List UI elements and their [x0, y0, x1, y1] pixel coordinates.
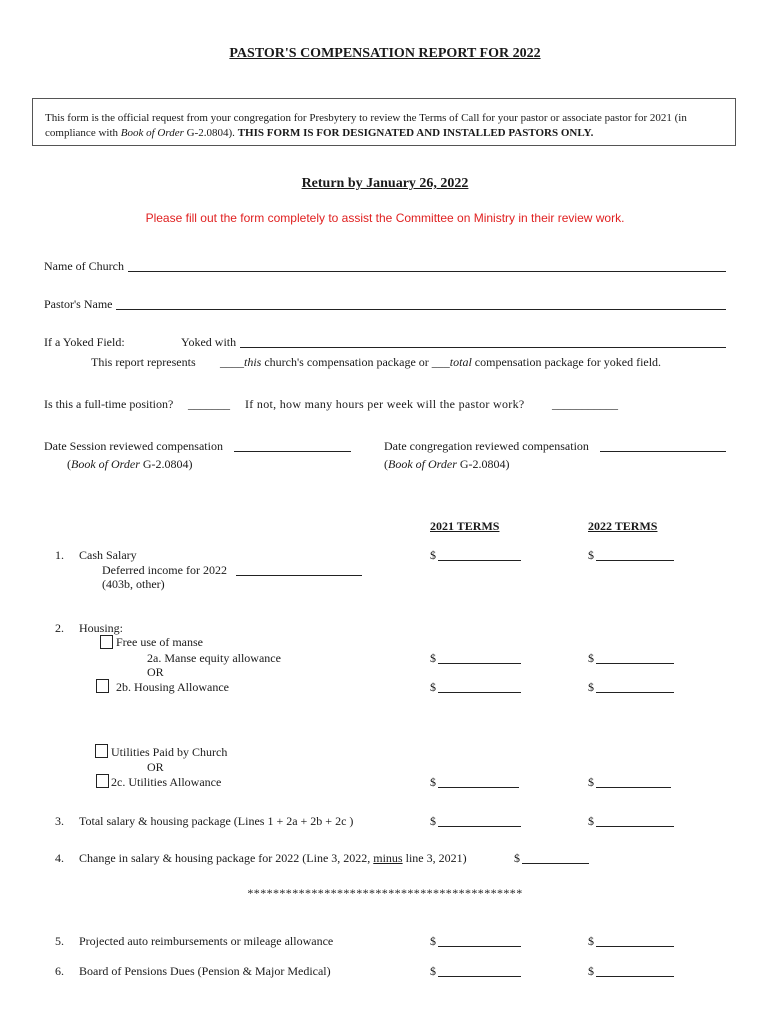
utilities-paid-checkbox[interactable]: [95, 744, 108, 758]
pastor-name-label: Pastor's Name: [44, 297, 113, 311]
church-name-field[interactable]: [128, 271, 726, 272]
session-reviewed-label: Date Session reviewed compensation: [44, 439, 223, 453]
session-reviewed-field[interactable]: [234, 451, 351, 452]
hours-question-label: If not, how many hours per week will the pastor work?: [245, 397, 525, 411]
pensions-2022-dollar: $: [588, 964, 594, 978]
column-header-2021: 2021 TERMS: [430, 519, 500, 533]
item-number-3: 3.: [55, 814, 64, 828]
auto-2021-field[interactable]: [438, 946, 521, 947]
change-text-a: Change in salary & housing package for 2022 (Line 3, 2022,: [79, 851, 374, 865]
notice-bold: THIS FORM IS FOR DESIGNATED AND INSTALLED PASTORS ONLY.: [237, 127, 594, 139]
total-2022-field[interactable]: [596, 826, 674, 827]
utilities-or-label: OR: [147, 760, 164, 774]
yoked-field-label: If a Yoked Field:: [44, 335, 125, 349]
utilities-2021-field[interactable]: [438, 787, 519, 788]
manse-label: Free use of manse: [116, 635, 203, 649]
housing-or-label: OR: [147, 665, 164, 679]
utilities-2022-dollar: $: [588, 775, 594, 789]
manse-checkbox[interactable]: [100, 635, 113, 649]
housing-allowance-2022-field[interactable]: [596, 692, 674, 693]
cash-salary-2021-field[interactable]: [438, 560, 521, 561]
congregation-book-italic: Book of Order: [388, 457, 457, 471]
item-number-1: 1.: [55, 548, 64, 562]
congregation-reviewed-label: Date congregation reviewed compensation: [384, 439, 589, 453]
change-text-b: line 3, 2021): [402, 851, 467, 865]
auto-reimbursement-label: Projected auto reimbursements or mileage allowance: [79, 934, 334, 948]
report-represents-label: This report represents: [91, 355, 196, 369]
manse-equity-2021-field[interactable]: [438, 663, 521, 664]
package-choice-text: [220, 355, 661, 370]
total-word: total: [449, 355, 472, 369]
cash-salary-2022-field[interactable]: [596, 560, 674, 561]
housing-label: Housing:: [79, 621, 124, 635]
deferred-income-field[interactable]: [236, 575, 362, 576]
auto-2021-dollar: $: [430, 934, 436, 948]
church-name-label: Name of Church: [44, 259, 124, 273]
change-dollar: $: [514, 851, 520, 865]
item-number-5: 5.: [55, 934, 64, 948]
deferred-income-label: Deferred income for 2022: [102, 563, 227, 577]
congregation-reviewed-field[interactable]: [600, 451, 726, 452]
this-blank[interactable]: ____: [220, 355, 244, 369]
utilities-2022-field[interactable]: [596, 787, 671, 788]
pensions-2022-field[interactable]: [596, 976, 674, 977]
notice-book: Book of Order: [120, 127, 184, 139]
housing-allowance-label: 2b. Housing Allowance: [116, 680, 229, 694]
housing-allowance-2022-dollar: $: [588, 680, 594, 694]
utilities-paid-label: Utilities Paid by Church: [111, 745, 228, 759]
pastor-name-field[interactable]: [116, 309, 726, 310]
notice-box: [32, 98, 736, 146]
total-2021-dollar: $: [430, 814, 436, 828]
session-book-close: G-2.0804): [139, 457, 193, 471]
total-blank[interactable]: ___: [431, 355, 450, 369]
yoked-with-field[interactable]: [240, 347, 726, 348]
cash-salary-label: Cash Salary: [79, 548, 137, 562]
this-text: church's compensation package or: [261, 355, 432, 369]
yoked-with-label: Yoked with: [181, 335, 237, 349]
change-field[interactable]: [522, 863, 589, 864]
auto-2022-field[interactable]: [596, 946, 674, 947]
return-by-heading: Return by January 26, 2022: [301, 176, 469, 191]
notice-text-a: This form is the official request from your congregation for Presbytery to review the Terms of Call for your pastor or associate pastor for 2021 (in compliance with: [45, 112, 687, 139]
congregation-book-open: (: [384, 457, 388, 471]
total-2022-dollar: $: [588, 814, 594, 828]
full-time-label: Is this a full-time position?: [44, 397, 174, 411]
session-book-ref: [67, 457, 193, 472]
change-minus: minus: [373, 851, 403, 865]
item-number-4: 4.: [55, 851, 64, 865]
total-package-label: Total salary & housing package (Lines 1 + 2a + 2b + 2c ): [79, 814, 354, 828]
item-number-6: 6.: [55, 964, 64, 978]
utilities-allowance-label: 2c. Utilities Allowance: [111, 775, 222, 789]
housing-allowance-2021-dollar: $: [430, 680, 436, 694]
total-2021-field[interactable]: [438, 826, 521, 827]
pensions-2021-dollar: $: [430, 964, 436, 978]
item-number-2: 2.: [55, 621, 64, 635]
full-time-field[interactable]: _______: [188, 397, 230, 411]
auto-2022-dollar: $: [588, 934, 594, 948]
section-separator: *******************************************: [247, 886, 523, 900]
congregation-book-close: G-2.0804): [456, 457, 510, 471]
housing-allowance-checkbox[interactable]: [96, 679, 109, 693]
pensions-2021-field[interactable]: [438, 976, 521, 977]
manse-equity-label: 2a. Manse equity allowance: [147, 651, 281, 665]
session-book-open: (: [67, 457, 71, 471]
congregation-book-ref: [384, 457, 510, 472]
hours-field[interactable]: ___________: [552, 397, 618, 411]
utilities-2021-dollar: $: [430, 775, 436, 789]
utilities-allowance-checkbox[interactable]: [96, 774, 109, 788]
housing-allowance-2021-field[interactable]: [438, 692, 521, 693]
manse-equity-2022-field[interactable]: [596, 663, 674, 664]
this-word: this: [244, 355, 262, 369]
pensions-label: Board of Pensions Dues (Pension & Major Medical): [79, 964, 331, 978]
manse-equity-2021-dollar: $: [430, 651, 436, 665]
column-header-2022: 2022 TERMS: [588, 519, 658, 533]
total-text: compensation package for yoked field.: [471, 355, 662, 369]
manse-equity-2022-dollar: $: [588, 651, 594, 665]
deferred-income-sub: (403b, other): [102, 577, 165, 591]
session-book-italic: Book of Order: [71, 457, 140, 471]
notice-text-b: G-2.0804).: [183, 127, 238, 139]
change-package-label: [79, 851, 467, 866]
instruction-text: Please fill out the form completely to assist the Committee on Ministry in their review work.: [145, 211, 625, 225]
page-title: PASTOR'S COMPENSATION REPORT FOR 2022: [229, 46, 541, 61]
cash-salary-2021-dollar: $: [430, 548, 436, 562]
cash-salary-2022-dollar: $: [588, 548, 594, 562]
